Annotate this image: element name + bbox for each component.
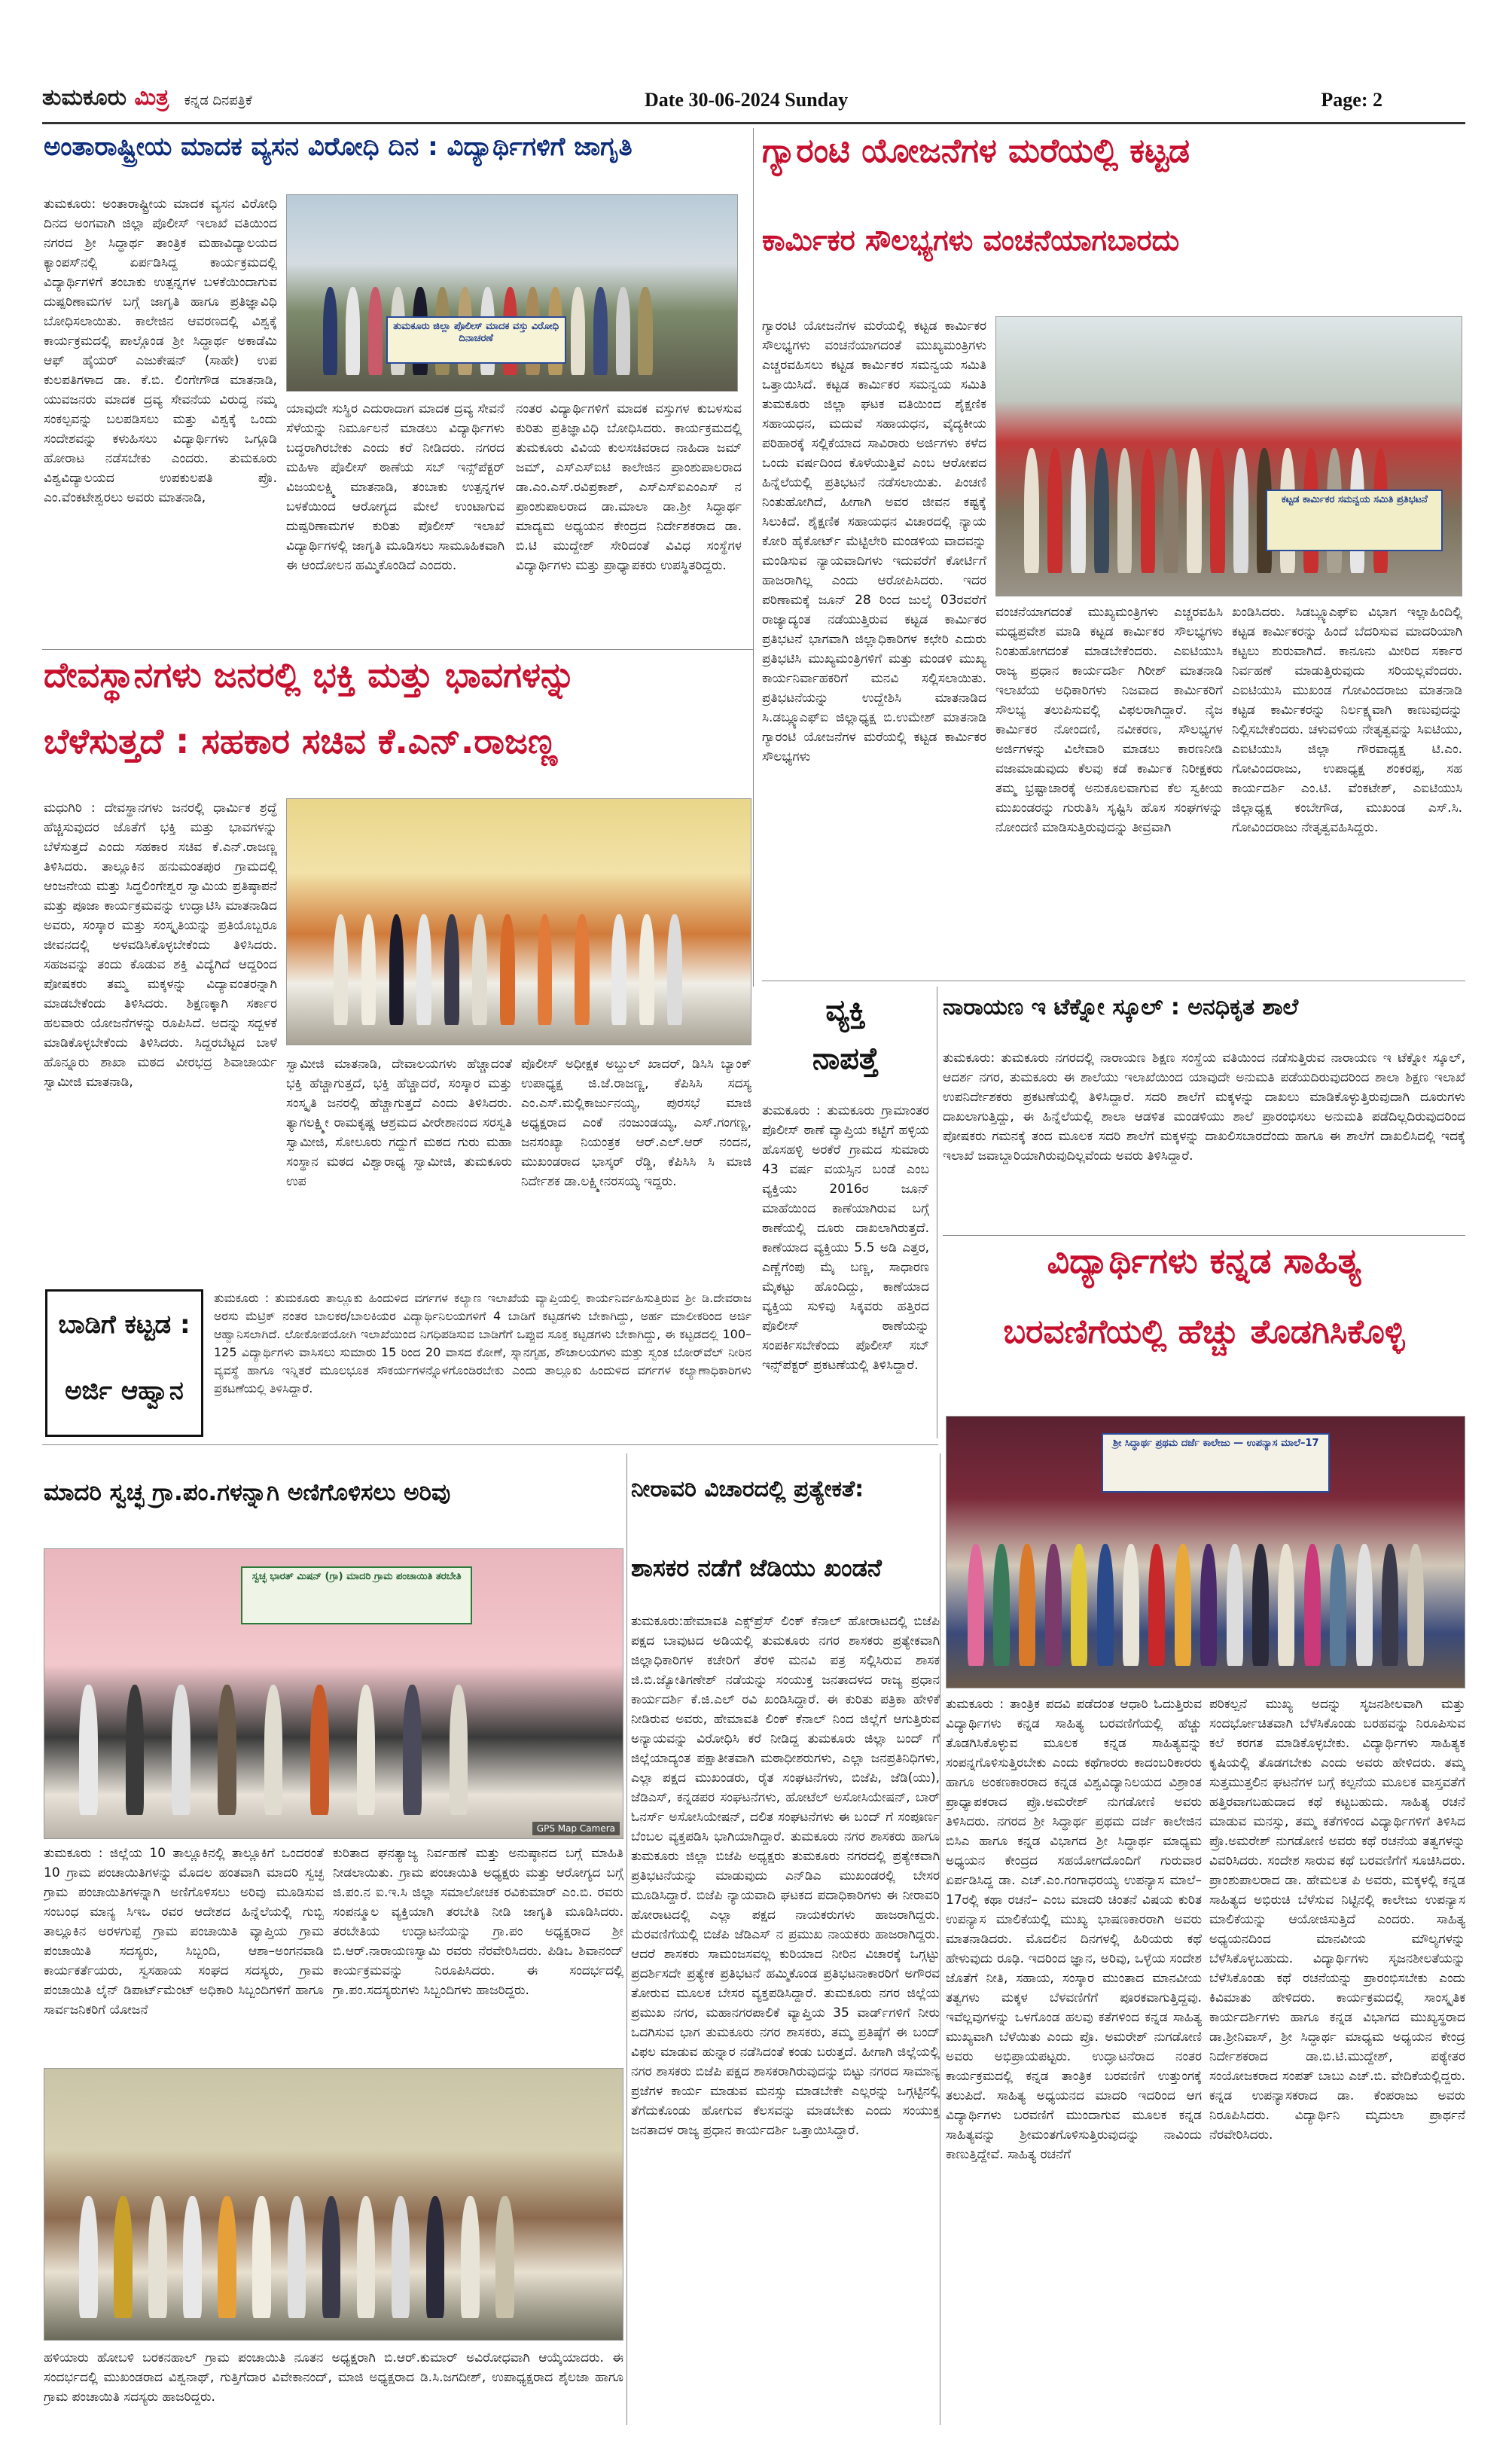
tagline: ಕನ್ನಡ ದಿನಪತ್ರಿಕೆ bbox=[184, 93, 252, 108]
divider bbox=[42, 1444, 938, 1445]
a8-caption: ಹಳಿಯಾರು ಹೋಬಳಿ ಬರಕನಹಾಲ್ ಗ್ರಾಮ ಪಂಚಾಯಿತಿ ನೂತನ ಅಧ್ಯಕ್ಷರಾಗಿ ಬಿ.ಆರ್.ಕುಮಾರ್ ಅವಿರೋಧವಾಗಿ ಆಯ್ಕೆಯಾದರು. ಈ ಸಂದರ್ಭದಲ್ಲಿ ಮುಖಂಡರಾದ ವಿಶ್ವನಾಥ್, ಗುತ್ತಿಗೆದಾರ ವಿವೇಕಾನಂದ್, ಮಾಜಿ ಅಧ್ಯಕ್ಷರಾದ ಡಿ.ಸಿ.ಜಗದೀಶ್, ಉಪಾಧ್ಯಕ್ಷರಾದ ಶೈಲಜಾ ಹಾಗೂ ಗ್ರಾಮ ಪಂಚಾಯಿತಿ ಸದಸ್ಯರು ಹಾಜರಿದ್ದರು. bbox=[44, 2350, 623, 2405]
a8-photo-2 bbox=[44, 2068, 623, 2341]
a4-headline-box bbox=[762, 987, 929, 1090]
a1-col2: ಯಾವುದೇ ಸುಸ್ಥಿರ ಎದುರಾದಾಗ ಮಾದಕ ದ್ರವ್ಯ ಸೇವನೆ ಸೆಳೆಯನ್ನು ನಿರ್ಮೂಲನೆ ಮಾಡಲು ವಿದ್ಯಾರ್ಥಿಗಳು ಬದ್ಧರಾಗಿರಬೇಕು ಎಂದು ಕರೆ ನೀಡಿದರು. ನಗರದ ಮಹಿಳಾ ಪೊಲೀಸ್ ಠಾಣೆಯ ಸಬ್ ಇನ್ಸ್‌ಪೆಕ್ಟರ್ ವಿಜಯಲಕ್ಷ್ಮಿ ಮಾತನಾಡಿ, ತಂಬಾಕು ಉತ್ಪನ್ನಗಳ ಬಳಕೆಯಿಂದ ಆರೋಗ್ಯದ ಮೇಲೆ ಉಂಟಾಗುವ ದುಷ್ಪರಿಣಾಮಗಳ ಕುರಿತು ಪೊಲೀಸ್ ಇಲಾಖೆ ವಿದ್ಯಾರ್ಥಿಗಳಲ್ಲಿ ಜಾಗೃತಿ ಮೂಡಿಸಲು ಸಾಮೂಹಿಕವಾಗಿ ಈ ಆಂದೋಲನ ಹಮ್ಮಿಕೊಂಡಿದೆ ಎಂದರು. bbox=[286, 401, 505, 573]
a3-col1: ಮಧುಗಿರಿ : ದೇವಸ್ಥಾನಗಳು ಜನರಲ್ಲಿ ಧಾರ್ಮಿಕ ಶ್ರದ್ಧೆ ಹೆಚ್ಚಿಸುವುದರ ಜೊತೆಗೆ ಭಕ್ತಿ ಮತ್ತು ಭಾವಗಳನ್ನು ಬೆಳೆಸುತ್ತದೆ ಎಂದು ಸಹಕಾರ ಸಚಿವ ಕೆ.ಎನ್.ರಾಜಣ್ಣ ತಿಳಿಸಿದರು. ತಾಲ್ಲೂಕಿನ ಹನುಮಂತಪುರ ಗ್ರಾಮದಲ್ಲಿ ಆಂಜನೇಯ ಮತ್ತು ಸಿದ್ಧಲಿಂಗೇಶ್ವರ ಸ್ವಾಮಿಯ ಪ್ರತಿಷ್ಠಾಪನೆ ಮತ್ತು ಪೂಜಾ ಕಾರ್ಯಕ್ರಮವನ್ನು ಉದ್ಘಾಟಿಸಿ ಮಾತನಾಡಿದ ಅವರು, ಸಂಸ್ಕಾರ ಮತ್ತು ಸಂಸ್ಕೃತಿಯನ್ನು ಪ್ರತಿಯೊಬ್ಬರೂ ಜೀವನದಲ್ಲಿ ಅಳವಡಿಸಿಕೊಳ್ಳಬೇಕೆಂದು ತಿಳಿಸಿದರು. ಸಹಜವನ್ನು ತಂದು ಕೊಡುವ ಶಕ್ತಿ ವಿದ್ಯೆಗಿದೆ ಆದ್ದರಿಂದ ಪೋಷಕರು ತಮ್ಮ ಮಕ್ಕಳನ್ನು ವಿದ್ಯಾವಂತರನ್ನಾಗಿ ಮಾಡಬೇಕೆಂದು ತಿಳಿಸಿದರು. ಶಿಕ್ಷಣಕ್ಕಾಗಿ ಸರ್ಕಾರ ಹಲವಾರು ಯೋಜನೆಗಳನ್ನು ರೂಪಿಸಿದೆ. ಅದನ್ನು ಸದ್ಬಳಕೆ ಮಾಡಿಕೊಳ್ಳಬೇಕೆಂದು ತಿಳಿಸಿದರು. ಸಿದ್ದರಬೆಟ್ಟದ ಬಾಳೆ ಹೊನ್ನೂರು ಶಾಖಾ ಮಠದ ವೀರಭದ್ರ ಶಿವಾಚಾರ್ಯ ಸ್ವಾಮೀಜಿ ಮಾತನಾಡಿ, bbox=[44, 801, 277, 1090]
a8-headline: ಮಾದರಿ ಸ್ವಚ್ಛ ಗ್ರಾ.ಪಂ.ಗಳನ್ನಾಗಿ ಅಣಿಗೊಳಿಸಲು ಅರಿವು bbox=[44, 1481, 451, 1506]
a7-headline-2: ಬರವಣಿಗೆಯಲ್ಲಿ ಹೆಚ್ಚು ತೊಡಗಿಸಿಕೊಳ್ಳಿ bbox=[1003, 1315, 1405, 1351]
a2-headline-1: ಗ್ಯಾರಂಟಿ ಯೋಜನೆಗಳ ಮರೆಯಲ್ಲಿ ಕಟ್ಟಡ bbox=[762, 134, 1190, 170]
a6-body: ತುಮಕೂರು: ತುಮಕೂರು ನಗರದಲ್ಲಿ ನಾರಾಯಣ ಶಿಕ್ಷಣ ಸಂಸ್ಥೆಯ ವತಿಯಿಂದ ನಡೆಸುತ್ತಿರುವ ನಾರಾಯಣ ಇ ಟೆಕ್ನೋ ಸ್ಕೂಲ್, ಆದರ್ಶ ನಗರ, ತುಮಕೂರು ಈ ಶಾಲೆಯು ಇಲಾಖೆಯಿಂದ ಯಾವುದೇ ಅನುಮತಿ ಪಡೆಯದಿರುವುದರಿಂದ ಶಾಲಾ ಶಿಕ್ಷಣ ಇಲಾಖೆ ಉಪನಿರ್ದೇಶಕರು ಪ್ರಕಟಣೆಯಲ್ಲಿ ತಿಳಿಸಿದ್ದಾರೆ. ಸದರಿ ಶಾಲೆಗೆ ಮಕ್ಕಳನ್ನು ದಾಖಲು ಮಾಡಿಕೊಳ್ಳುತ್ತಿರುವುದಾಗಿ ದೂರುಗಳು ದಾಖಲಾಗುತ್ತಿದ್ದು, ಈ ಹಿನ್ನೆಲೆಯಲ್ಲಿ ಶಾಲಾ ಆಡಳಿತ ಮಂಡಳಿಯು ಶಾಲೆ ಪ್ರಾರಂಭಿಸಲು ಅನುಮತಿ ಪಡೆದಿಲ್ಲದಿರುವುದರಿಂದ ಪೋಷಕರು ಗಮನಕ್ಕೆ ತಂದ ಮೂಲಕ ಸದರಿ ಶಾಲೆಗೆ ಮಕ್ಕಳನ್ನು ದಾಖಲಿಸಬಾರದೆಂದು ಹಾಗೂ ಈ ಶಾಲೆಗೆ ದಾಖಲಿಸಿದಲ್ಲಿ ಇದಕ್ಕೆ ಇಲಾಖೆ ಜವಾಬ್ದಾರಿಯಾಗಿರುವುದಿಲ್ಲವೆಂದು ಅವರು ತಿಳಿಸಿದ್ದಾರೆ. bbox=[943, 1051, 1465, 1164]
a3-photo bbox=[286, 798, 751, 1045]
issue-date: Date 30-06-2024 Sunday bbox=[645, 89, 849, 111]
a2-col1: ಗ್ಯಾರಂಟಿ ಯೋಜನೆಗಳ ಮರೆಯಲ್ಲಿ ಕಟ್ಟಡ ಕಾರ್ಮಿಕರ ಸೌಲಭ್ಯಗಳು ವಂಚನೆಯಾಗದಂತೆ ಮುಖ್ಯಮಂತ್ರಿಗಳು ಎಚ್ಚರವಹಿಸಲು ಕಟ್ಟಡ ಕಾರ್ಮಿಕರ ಸಮನ್ವಯ ಸಮಿತಿ ಒತ್ತಾಯಿಸಿದೆ. ಕಟ್ಟಡ ಕಾರ್ಮಿಕರ ಸಮನ್ವಯ ಸಮಿತಿ ತುಮಕೂರು ಜಿಲ್ಲಾ ಘಟಕ ವತಿಯಿಂದ ಶೈಕ್ಷಣಿಕ ಸಹಾಯಧನ, ಮದುವೆ ಸಹಾಯಧನ, ವೈದ್ಯಕೀಯ ಪರಿಹಾರಕ್ಕೆ ಸಲ್ಲಿಕೆಯಾದ ಸಾವಿರಾರು ಅರ್ಜಿಗಳು ಕಳೆದ ಒಂದು ವರ್ಷದಿಂದ ಕೊಳೆಯುತ್ತಿವೆ ಎಂಬ ಆರೋಪದ ಹಿನ್ನೆಲೆಯಲ್ಲಿ ಪ್ರತಿಭಟನೆ ನಡೆಸಲಾಯಿತು. ಪಿಂಚಣಿ ನಿಂತುಹೋಗಿದೆ, ಹೀಗಾಗಿ ಅವರ ಜೀವನ ಕಷ್ಟಕ್ಕೆ ಸಿಲುಕಿದೆ. ಶೈಕ್ಷಣಿಕ ಸಹಾಯಧನ ವಿಚಾರದಲ್ಲಿ ನ್ಯಾಯ ಕೋರಿ ಹೈಕೋರ್ಟ್ ಮೆಟ್ಟಿಲೇರಿ ಮಂಡಳಿಯ ವಾದವನ್ನು ಮಂಡಿಸುವ ನ್ಯಾಯವಾದಿಗಳು ಇದುವರೆಗೆ ಕೋರ್ಟಿಗೆ ಹಾಜರಾಗಿಲ್ಲ ಎಂದು ಆರೋಪಿಸಿದರು. ಇದರ ಪರಿಣಾಮಕ್ಕೆ ಜೂನ್ 28 ರಿಂದ ಜುಲೈ 03ರವರೆಗೆ ರಾಜ್ಯಾದ್ಯಂತ ನಡೆಯುತ್ತಿರುವ ಕಟ್ಟಡ ಕಾರ್ಮಿಕರ ಪ್ರತಿಭಟನೆ ಭಾಗವಾಗಿ ಜಿಲ್ಲಾಧಿಕಾರಿಗಳ ಕಛೇರಿ ಎದುರು ಪ್ರತಿಭಟಿಸಿ ಮುಖ್ಯಮಂತ್ರಿಗಳಿಗೆ ಮತ್ತು ಮಂಡಳಿ ಮುಖ್ಯ ಕಾರ್ಯನಿರ್ವಾಹಕರಿಗೆ ಮನವಿ ಸಲ್ಲಿಸಲಾಯಿತು. ಪ್ರತಿಭಟನೆಯನ್ನು ಉದ್ದೇಶಿಸಿ ಮಾತನಾಡಿದ ಸಿ.ಡಬ್ಲ್ಯೂಎಫ್‌ಐ ಜಿಲ್ಲಾಧ್ಯಕ್ಷ ಬಿ.ಉಮೇಶ್ ಮಾತನಾಡಿ ಗ್ಯಾರಂಟಿ ಯೋಜನೆಗಳ ಮರೆಯಲ್ಲಿ ಕಟ್ಟಡ ಕಾರ್ಮಿಕರ ಸೌಲಭ್ಯಗಳು bbox=[762, 319, 986, 764]
newspaper-name bbox=[42, 84, 252, 111]
a2-photo-banner: ಕಟ್ಟಡ ಕಾರ್ಮಿಕರ ಸಮನ್ವಯ ಸಮಿತಿ ಪ್ರತಿಭಟನೆ bbox=[1266, 490, 1443, 551]
name-part-b: ಮಿತ್ರ bbox=[134, 84, 169, 111]
a5-body: ತುಮಕೂರು : ತುಮಕೂರು ತಾಲ್ಲೂಕು ಹಿಂದುಳಿದ ವರ್ಗಗಳ ಕಲ್ಯಾಣ ಇಲಾಖೆಯ ವ್ಯಾಪ್ತಿಯಲ್ಲಿ ಕಾರ್ಯನಿರ್ವಹಿಸುತ್ತಿರುವ ಶ್ರೀ ಡಿ.ದೇವರಾಜ ಅರಸು ಮೆಟ್ರಿಕ್ ನಂತರ ಬಾಲಕರ/ಬಾಲಕಿಯರ ವಿದ್ಯಾರ್ಥಿನಿಲಯಗಳಿಗೆ 4 ಬಾಡಿಗೆ ಕಟ್ಟಡಗಳು ಬೇಕಾಗಿದ್ದು, ಅರ್ಹ ಮಾಲೀಕರಿಂದ ಅರ್ಜಿ ಆಹ್ವಾನಿಸಲಾಗಿದೆ. ಲೋಕೋಪಯೋಗಿ ಇಲಾಖೆಯಿಂದ ನಿಗಧಿಪಡಿಸುವ ಬಾಡಿಗೆಗೆ ಒಪ್ಪುವ ಸೂಕ್ತ ಕಟ್ಟಡಗಳು ಬೇಕಾಗಿದ್ದು, ಈ ಕಟ್ಟಡದಲ್ಲಿ 100–125 ವಿದ್ಯಾರ್ಥಿಗಳು ವಾಸಿಸಲು ಸುಮಾರು 15 ರಿಂದ 20 ವಾಸದ ಕೋಣೆ, ಸ್ನಾನಗೃಹ, ಶೌಚಾಲಯಗಳು ಮತ್ತು ಸ್ವಂತ ಬೋರ್‌ವೆಲ್ ನೀರಿನ ವ್ಯವಸ್ಥೆ ಹಾಗೂ ಇನ್ನಿತರೆ ಮೂಲಭೂತ ಸೌಕರ್ಯಗಳನ್ನೊಳಗೊಂಡಿರಬೇಕು ಎಂದು ತಾಲ್ಲೂಕು ಹಿಂದುಳಿದ ವರ್ಗಗಳ ಕಲ್ಯಾಣಾಧಿಕಾರಿಗಳು ಪ್ರಕಟಣೆಯಲ್ಲಿ ತಿಳಿಸಿದ್ದಾರೆ. bbox=[214, 1291, 751, 1395]
a5-headline-1: ಬಾಡಿಗೆ ಕಟ್ಟಡ : bbox=[58, 1310, 191, 1340]
a2-col3: ಖಂಡಿಸಿದರು. ಸಿಡಬ್ಲ್ಯೂಎಫ್‌ಐ ವಿಭಾಗ ಇಲ್ಲಾಹಿಂದಿಲ್ಲಿ ಕಟ್ಟಡ ಕಾರ್ಮಿಕರನ್ನು ಹಿಂದೆ ಬೆದರಿಸುವ ಮಾದರಿಯಾಗಿ ಕಟ್ಟಲು ಶುರುವಾಗಿದೆ. ಕಾನೂನು ಮೀರಿದ ಸರ್ಕಾರ ನಿರ್ವಹಣೆ ಮಾಡುತ್ತಿರುವುದು ಸರಿಯಲ್ಲವೆಂದರು. ಎಐಟಿಯುಸಿ ಮುಖಂಡ ಗೋವಿಂದರಾಜು ಮಾತನಾಡಿ ಕಟ್ಟಡ ಕಾರ್ಮಿಕರನ್ನು ನಿರ್ಲಕ್ಷ್ಯವಾಗಿ ಕಾಣುವುದನ್ನು ನಿಲ್ಲಿಸಬೇಕೆಂದರು. ಚಳುವಳಿಯ ನೇತೃತ್ವವನ್ನು ಸಿಐಟಿಯು, ಎಐಟಿಯುಸಿ ಜಿಲ್ಲಾ ಗೌರವಾಧ್ಯಕ್ಷ ಟಿ.ಎಂ. ಗೋವಿಂದರಾಜು, ಉಪಾಧ್ಯಕ್ಷ ಶಂಕರಪ್ಪ, ಸಹ ಕಾರ್ಯದರ್ಶಿ ಎಂ.ಟಿ. ವೆಂಕಟೇಶ್, ಎಐಟಿಯುಸಿ ಜಿಲ್ಲಾಧ್ಯಕ್ಷ ಕಂಬೇಗೌಡ, ಮುಖಂಡ ಎಸ್.ಸಿ. ಗೋವಿಂದರಾಜು ನೇತೃತ್ವವಹಿಸಿದ್ದರು. bbox=[1232, 605, 1462, 835]
a8-photo bbox=[44, 1548, 623, 1839]
a9-headline-1: ನೀರಾವರಿ ವಿಚಾರದಲ್ಲಿ ಪ್ರತ್ಯೇಕತೆ: bbox=[631, 1478, 864, 1502]
a8-col1: ತುಮಕೂರು : ಜಿಲ್ಲೆಯ 10 ತಾಲ್ಲೂಕಿನಲ್ಲಿ ತಾಲ್ಲೂಕಿಗೆ ಒಂದರಂತೆ 10 ಗ್ರಾಮ ಪಂಚಾಯಿತಿಗಳನ್ನು ಮೊದಲ ಹಂತವಾಗಿ ಮಾದರಿ ಸ್ವಚ್ಛ ಗ್ರಾಮ ಪಂಚಾಯಿತಿಗಳನ್ನಾಗಿ ಅಣಿಗೊಳಿಸಲು ಅರಿವು ಮೂಡಿಸುವ ಸಂಬಂಧ ಮಾನ್ಯ ಸಿಇಒ ರವರ ಆದೇಶದ ಹಿನ್ನೆಲೆಯಲ್ಲಿ ಗುಬ್ಬಿ ತಾಲ್ಲೂಕಿನ ಅರಳಗುಪ್ಪೆ ಗ್ರಾಮ ಪಂಚಾಯಿತಿ ವ್ಯಾಪ್ತಿಯ ಗ್ರಾಮ ಪಂಚಾಯಿತಿ ಸದಸ್ಯರು, ಸಿಬ್ಬಂದಿ, ಆಶಾ–ಅಂಗನವಾಡಿ ಕಾರ್ಯಕರ್ತೆಯರು, ಸ್ವಸಹಾಯ ಸಂಘದ ಸದಸ್ಯರು, ಗ್ರಾಮ ಪಂಚಾಯಿತಿ ಲೈನ್ ಡಿಪಾರ್ಟ್‌ಮೆಂಟ್ ಅಧಿಕಾರಿ ಸಿಬ್ಬಂದಿಗಳಿಗೆ ಹಾಗೂ ಸಾರ್ವಜನಿಕರಿಗೆ ಯೋಜನೆ bbox=[44, 1846, 324, 2018]
divider bbox=[626, 1453, 627, 2425]
a4-headline-1: ವ್ಯಕ್ತಿ bbox=[825, 993, 866, 1028]
a1-col3: ನಂತರ ವಿದ್ಯಾರ್ಥಿಗಳಿಗೆ ಮಾದಕ ವಸ್ತುಗಳ ಕುಬಳಸುವ ಕುರಿತು ಪ್ರತಿಜ್ಞಾವಿಧಿ ಬೋಧಿಸಿದರು. ಕಾರ್ಯಕ್ರಮದಲ್ಲಿ ತುಮಕೂರು ವಿವಿಯ ಕುಲಸಚಿವರಾದ ನಾಹಿದಾ ಜಮ್ ಜಮ್, ಎಸ್‌ಎಸ್‌ಐಟಿ ಕಾಲೇಜಿನ ಪ್ರಾಂಶುಪಾಲರಾದ ಡಾ.ಎಂ.ಎಸ್.ರವಿಪ್ರಕಾಶ್, ಎಸ್‌ಎಸ್‌ಐಎಂಎಸ್ ನ ಪ್ರಾಂಶುಪಾಲರಾದ ಡಾ.ಮಾಲಾ ಡಾ.ಶ್ರೀ ಸಿದ್ಧಾರ್ಥ ಮಾದ್ಯಮ ಅಧ್ಯಯನ ಕೇಂದ್ರದ ನಿರ್ದೇಶಕರಾದ ಡಾ. ಬಿ.ಟಿ ಮುದ್ದೇಶ್ ಸೇರಿದಂತೆ ವಿವಿಧ ಸಂಸ್ಥೆಗಳ ವಿದ್ಯಾರ್ಥಿಗಳು ಮತ್ತು ಪ್ರಾಧ್ಯಾಪಕರು ಉಪಸ್ಥಿತರಿದ್ದರು. bbox=[516, 401, 742, 573]
divider bbox=[753, 128, 754, 987]
a7-col2: ಪರಿಕಲ್ಪನೆ ಮುಖ್ಯ ಅದನ್ನು ಸೃಜನಶೀಲವಾಗಿ ಮತ್ತು ಸಂದರ್ಭೋಚಿತವಾಗಿ ಬೆಳೆಸಿಕೊಂಡು ಬರಹವನ್ನು ನಿರೂಪಿಸುವ ಕಲೆ ಕರಗತ ಮಾಡಿಕೊಳ್ಳಬೇಕು. ವಿದ್ಯಾರ್ಥಿಗಳು ಸಾಹಿತ್ಯಕ ಕೃಷಿಯಲ್ಲಿ ತೊಡಗಬೇಕು ಎಂದು ಅವರು ಹೇಳಿದರು. ತಮ್ಮ ಸುತ್ತಮುತ್ತಲಿನ ಘಟನೆಗಳ ಬಗ್ಗೆ ಕಲ್ಪನೆಯ ಮೂಲಕ ವಾಸ್ತವತೆಗೆ ಹತ್ತಿರವಾಗಬಹುದಾದ ಕಥೆ ಕಟ್ಟಬಹುದು. ಸಾಹಿತ್ಯ ರಚನೆ ಮಾಡುವ ಮನಸ್ಸು, ತಮ್ಮ ಕತೆಗಳಿಂದ ವಿದ್ಯಾರ್ಥಿಗಳಿಗೆ ತಿಳಿಸಿದ ಪ್ರೊ.ಅಮರೇಶ್ ನುಗಡೋಣಿ ಅವರು ಕಥೆ ರಚನೆಯ ತತ್ವಗಳನ್ನು ವಿವರಿಸಿದರು. ಸಂದೇಶ ಸಾರುವ ಕಥೆ ಬರವಣಿಗೆಗೆ ಸೂಚಿಸಿದರು. ಪ್ರಾಂಶುಪಾಲರಾದ ಡಾ. ಹೇಮಲತ ಪಿ ಅವರು, ಮಕ್ಕಳಲ್ಲಿ ಕನ್ನಡ ಸಾಹಿತ್ಯದ ಅಭಿರುಚಿ ಬೆಳೆಸುವ ನಿಟ್ಟಿನಲ್ಲಿ ಕಾಲೇಜು ಉಪನ್ಯಾಸ ಮಾಲಿಕೆಯನ್ನು ಆಯೋಜಿಸುತ್ತಿದೆ ಎಂದರು. ಸಾಹಿತ್ಯ ಅಧ್ಯಯನದಿಂದ ಮಾನವೀಯ ಮೌಲ್ಯಗಳನ್ನು ಬೆಳೆಸಿಕೊಳ್ಳಬಹುದು. ವಿದ್ಯಾರ್ಥಿಗಳು ಸೃಜನಶೀಲತೆಯನ್ನು ಬೆಳೆಸಿಕೊಂಡು ಕಥೆ ರಚನೆಯನ್ನು ಪ್ರಾರಂಭಿಸಬೇಕು ಎಂದು ಕಿವಿಮಾತು ಹೇಳಿದರು. ಕಾರ್ಯಕ್ರಮದಲ್ಲಿ ಸಾಂಸ್ಕೃತಿಕ ಕಾರ್ಯದರ್ಶಿಗಳು ಹಾಗೂ ಕನ್ನಡ ವಿಭಾಗದ ಮುಖ್ಯಸ್ಥರಾದ ಡಾ.ಶ್ರೀನಿವಾಸ್, ಶ್ರೀ ಸಿದ್ಧಾರ್ಥ ಮಾಧ್ಯಮ ಅಧ್ಯಯನ ಕೇಂದ್ರ ನಿರ್ದೇಶಕರಾದ ಡಾ.ಬಿ.ಟಿ.ಮುದ್ದೇಶ್, ಪಠ್ಯೇತರ ಸಂಯೋಜಕರಾದ ಸಂಪತ್ ಬಾಬು ಎಚ್.ಬಿ. ವೇದಿಕೆಯಲ್ಲಿದ್ದರು. ಕನ್ನಡ ಉಪನ್ಯಾಸಕರಾದ ಡಾ. ಕೆಂಪರಾಜು ಅವರು ನಿರೂಪಿಸಿದರು. ವಿದ್ಯಾರ್ಥಿನಿ ಮೃದುಲಾ ಪ್ರಾರ್ಥನೆ ನೆರವೇರಿಸಿದರು. bbox=[1209, 1697, 1465, 2143]
a1-photo bbox=[286, 194, 738, 392]
a3-col3: ಪೊಲೀಸ್ ಅಧೀಕ್ಷಕ ಅಬ್ದುಲ್ ಖಾದರ್, ಡಿಸಿಸಿ ಬ್ಯಾಂಕ್ ಉಪಾಧ್ಯಕ್ಷ ಜಿ.ಜೆ.ರಾಜಣ್ಣ, ಕೆಪಿಸಿಸಿ ಸದಸ್ಯ ಎಂ.ಎಸ್.ಮಲ್ಲಿಕಾರ್ಜುನಯ್ಯ, ಪುರಸಭೆ ಮಾಜಿ ಅಧ್ಯಕ್ಷರಾದ ಎಂಕೆ ನಂಜುಂಡಯ್ಯ, ಎಸ್.ಗಂಗಣ್ಣ, ಜನಸಂಖ್ಯಾ ನಿಯಂತ್ರಕ ಆರ್.ಎಲ್.ಆರ್ ನಂದನ, ಮುಖಂಡರಾದ ಭಾಸ್ಕರ್ ರೆಡ್ಡಿ, ಕೆಪಿಸಿಸಿ ಸಿ ಮಾಜಿ ನಿರ್ದೇಶಕ ಡಾ.ಲಕ್ಷ್ಮೀನರಸಯ್ಯ ಇದ್ದರು. bbox=[521, 1057, 751, 1189]
a6-headline: ನಾರಾಯಣ ಇ ಟೆಕ್ನೋ ಸ್ಕೂಲ್ : ಅನಧಿಕೃತ ಶಾಲೆ bbox=[943, 996, 1299, 1020]
masthead bbox=[42, 84, 1465, 120]
a9-body: ತುಮಕೂರು:ಹೇಮಾವತಿ ಎಕ್ಸ್‌ಪ್ರೆಸ್ ಲಿಂಕ್ ಕೆನಾಲ್ ಹೋರಾಟದಲ್ಲಿ ಬಿಜೆಪಿ ಪಕ್ಷದ ಬಾವುಟದ ಅಡಿಯಲ್ಲಿ ತುಮಕೂರು ನಗರ ಶಾಸಕರು ಪ್ರತ್ಯೇಕವಾಗಿ ಜಿಲ್ಲಾಧಿಕಾರಿಗಳ ಕಚೇರಿಗೆ ತೆರಳಿ ಮನವಿ ಪತ್ರ ಸಲ್ಲಿಸಿರುವ ಶಾಸಕ ಜಿ.ಬಿ.ಜ್ಯೋತಿಗಣೇಶ್ ನಡೆಯನ್ನು ಸಂಯುಕ್ತ ಜನತಾದಳದ ರಾಜ್ಯ ಪ್ರಧಾನ ಕಾರ್ಯದರ್ಶಿ ಕೆ.ಜಿ.ಎಲ್ ರವಿ ಖಂಡಿಸಿದ್ದಾರೆ. ಈ ಕುರಿತು ಪತ್ರಿಕಾ ಹೇಳಿಕೆ ನೀಡಿರುವ ಅವರು, ಹೇಮಾವತಿ ಲಿಂಕ್ ಕೆನಾಲ್ ನಿಂದ ಜಿಲ್ಲೆಗೆ ಆಗುತ್ತಿರುವ ಅನ್ಯಾಯವನ್ನು ವಿರೋಧಿಸಿ ಕರೆ ನೀಡಿದ್ದ ತುಮಕೂರು ಜಿಲ್ಲಾ ಬಂದ್ ಗೆ ಜಿಲ್ಲೆಯಾದ್ಯಂತ ಪಕ್ಷಾತೀತವಾಗಿ ಮಠಾಧೀಶರುಗಳು, ಎಲ್ಲಾ ಜನಪ್ರತಿನಿಧಿಗಳು, ಎಲ್ಲಾ ಪಕ್ಷದ ಮುಖಂಡರು, ರೈತ ಸಂಘಟನೆಗಳು, ಬಿಜೆಪಿ, ಜೆಡಿ(ಯು), ಜೆಡಿಎಸ್, ಕನ್ನಡಪರ ಸಂಘಟನೆಗಳು, ಹೋಟೆಲ್ ಅಸೋಸಿಯೇಷನ್, ಬಾರ್ ಓನರ್ಸ್ ಅಸೋಸಿಯೇಷನ್, ದಲಿತ ಸಂಘಟನೆಗಳು ಈ ಬಂದ್ ಗೆ ಸಂಪೂರ್ಣ ಬೆಂಬಲ ವ್ಯಕ್ತಪಡಿಸಿ ಭಾಗಿಯಾಗಿದ್ದಾರೆ. ತುಮಕೂರು ನಗರ ಶಾಸಕರು ಹಾಗೂ ತುಮಕೂರು ಜಿಲ್ಲಾ ಬಿಜೆಪಿ ಅಧ್ಯಕ್ಷರು ತುಮಕೂರು ನಗರದಲ್ಲಿ ಪ್ರತ್ಯೇಕವಾಗಿ ಪ್ರತಿಭಟನೆಯನ್ನು ಮಾಡುವುದು ಎನ್‌ಡಿಎ ಮುಖಂಡರಲ್ಲಿ ಬೇಸರ ಮೂಡಿಸಿದ್ದಾರೆ. ಬಿಜೆಪಿ ನ್ಯಾಯವಾದಿ ಘಟಕದ ಪದಾಧಿಕಾರಿಗಳು ಈ ನೀರಾವರಿ ಹೋರಾಟದಲ್ಲಿ ಎಲ್ಲಾ ಪಕ್ಷದ ನಾಯಕರುಗಳು ಹಾಜರಾಗಿದ್ದರು. ಮೆರವಣಿಗೆಯಲ್ಲಿ ಬಿಜೆಪಿ ಜೆಡಿಎಸ್ ನ ಪ್ರಮುಖ ನಾಯಕರು ಹಾಜರಾಗಿದ್ದರು. ಆದರೆ ಶಾಸಕರು ಸಾಮಂಜಸವಲ್ಲ ಕುರಿಯಾದ ನೀರಿನ ವಿಚಾರಕ್ಕೆ ಒಗ್ಗಟ್ಟು ಪ್ರದರ್ಶಿಸದೇ ಪ್ರತ್ಯೇಕ ಪ್ರತಿಭಟನೆ ಹಮ್ಮಿಕೊಂಡ ಪ್ರತಿಭಟನಾಕಾರರಿಗೆ ಅಗೌರವ ತೋರುವ ಮೂಲಕ ಬೇಸರ ವ್ಯಕ್ತಪಡಿಸಿದ್ದಾರೆ. ತುಮಕೂರು ನಗರ ಜಿಲ್ಲೆಯ ಪ್ರಮುಖ ನಗರ, ಮಹಾನಗರಪಾಲಿಕೆ ವ್ಯಾಪ್ತಿಯ 35 ವಾರ್ಡ್‌ಗಳಿಗೆ ನೀರು ಒದಗಿಸುವ ಭಾಗ ತುಮಕೂರು ನಗರ ಶಾಸಕರು, ತಮ್ಮ ಪ್ರತಿಷ್ಠೆಗೆ ಈ ಬಂದ್ ವಿಫಲ ಮಾಡುವ ಹುನ್ನಾರ ನಡೆಸಿದಂತೆ ಕಂಡು ಬರುತ್ತದೆ. ಹೀಗಾಗಿ ಜಿಲ್ಲೆಯಲ್ಲಿ ನಗರ ಶಾಸಕರು ಬಿಜೆಪಿ ಪಕ್ಷದ ಶಾಸಕರಾಗಿರುವುದನ್ನು ಬಿಟ್ಟು ನಗರದ ಸಾಮಾನ್ಯ ಪ್ರಜೆಗಳ ಕಾರ್ಯ ಮಾಡುವ ಮನಸ್ಸು ಮಾಡಬೇಕೇ ಎಲ್ಲರನ್ನು ಒಗ್ಗಟ್ಟಿನಲ್ಲಿ ತೆಗೆದುಕೊಂಡು ಹೋಗುವ ಕೆಲಸವನ್ನು ಮಾಡಬೇಕು ಎಂದು ಸಂಯುಕ್ತ ಜನತಾದಳ ರಾಜ್ಯ ಪ್ರಧಾನ ಕಾರ್ಯದರ್ಶಿ ಒತ್ತಾಯಿಸಿದ್ದಾರೆ. bbox=[631, 1614, 940, 2138]
a2-photo bbox=[995, 316, 1462, 596]
a3-col2: ಸ್ವಾಮೀಜಿ ಮಾತನಾಡಿ, ದೇವಾಲಯಗಳು ಹೆಚ್ಚಾದಂತೆ ಭಕ್ತಿ ಹೆಚ್ಚಾಗುತ್ತದೆ, ಭಕ್ತಿ ಹೆಚ್ಚಾದರೆ, ಸಂಸ್ಕಾರ ಮತ್ತು ಸಂಸ್ಕೃತಿ ಜನರಲ್ಲಿ ಹೆಚ್ಚಾಗುತ್ತದೆ ಎಂದು ತಿಳಿಸಿದರು. ತ್ಯಾಗಲಕ್ಷ್ಮೀ ರಾಮಕೃಷ್ಣ ಆಶ್ರಮದ ವೀರೇಶಾನಂದ ಸರಸ್ವತಿ ಸ್ವಾಮೀಜಿ, ಸೋಲೂರು ಗದ್ದುಗೆ ಮಠದ ಗುರು ಮಹಾ ಸಂಸ್ಥಾನ ಮಠದ ವಿಶ್ವಾರಾಧ್ಯ ಸ್ವಾಮೀಜಿ, ತುಮಕೂರು ಉಪ bbox=[286, 1057, 512, 1189]
a8-col2: ಕುರಿತಾದ ಘನತ್ಯಾಜ್ಯ ನಿರ್ವಹಣೆ ಮತ್ತು ಅನುಷ್ಠಾನದ ಬಗ್ಗೆ ಮಾಹಿತಿ ನೀಡಲಾಯಿತು. ಗ್ರಾಮ ಪಂಚಾಯಿತಿ ಅಧ್ಯಕ್ಷರು ಮತ್ತು ಆರೋಗ್ಯದ ಬಗ್ಗೆ ಜಿ.ಪಂ.ನ ಐ.ಇ.ಸಿ ಜಿಲ್ಲಾ ಸಮಾಲೋಚಕ ರವಿಕುಮಾರ್ ಎಂ.ಬಿ. ರವರು ಸಂಪನ್ಮೂಲ ವ್ಯಕ್ತಿಯಾಗಿ ತರಬೇತಿ ನೀಡಿ ಜಾಗೃತಿ ಮೂಡಿಸಿದರು. ತರಬೇತಿಯ ಉದ್ಘಾಟನೆಯನ್ನು ಗ್ರಾ.ಪಂ ಅಧ್ಯಕ್ಷರಾದ ಶ್ರೀ ಬಿ.ಆರ್.ನಾರಾಯಣಸ್ವಾಮಿ ರವರು ನೆರವೇರಿಸಿದರು. ಪಿಡಿಒ ಶಿವಾನಂದ್ ಕಾರ್ಯಕ್ರಮವನ್ನು ನಿರೂಪಿಸಿದರು. ಈ ಸಂದರ್ಭದಲ್ಲಿ ಗ್ರಾ.ಪಂ.ಸದಸ್ಯರುಗಳು ಸಿಬ್ಬಂದಿಗಳು ಹಾಜರಿದ್ದರು. bbox=[333, 1846, 623, 1998]
a2-col2: ವಂಚನೆಯಾಗದಂತೆ ಮುಖ್ಯಮಂತ್ರಿಗಳು ಎಚ್ಚರವಹಿಸಿ ಮಧ್ಯಪ್ರವೇಶ ಮಾಡಿ ಕಟ್ಟಡ ಕಾರ್ಮಿಕರ ಸೌಲಭ್ಯಗಳು ನಿಂತುಹೋಗದಂತೆ ಮಾಡಬೇಕೆಂದರು. ಎಐಟಿಯುಸಿ ರಾಜ್ಯ ಪ್ರಧಾನ ಕಾರ್ಯದರ್ಶಿ ಗಿರೀಶ್ ಮಾತನಾಡಿ ಇಲಾಖೆಯ ಅಧಿಕಾರಿಗಳು ನಿಜವಾದ ಕಾರ್ಮಿಕರಿಗೆ ಸೌಲಭ್ಯ ತಲುಪಿಸುವಲ್ಲಿ ವಿಫಲರಾಗಿದ್ದಾರೆ. ನೈಜ ಕಾರ್ಮಿಕರ ನೋಂದಣಿ, ನವೀಕರಣ, ಸೌಲಭ್ಯಗಳ ಅರ್ಜಿಗಳನ್ನು ವಿಲೇವಾರಿ ಮಾಡಲು ಕಾರಣನೀಡಿ ವಜಾಮಾಡುವುದು ಕೆಲವು ಕಡೆ ಕಾರ್ಮಿಕ ನಿರೀಕ್ಷಕರು ತಮ್ಮ ಭ್ರಷ್ಟಾಚಾರಕ್ಕೆ ಅನುಕೂಲವಾಗುವ ಕೆಲ ಸ್ವಕೀಯ ಮುಖಂಡರನ್ನು ಗುರುತಿಸಿ ಸೃಷ್ಟಿಸಿ ಹೊಸ ಸಂಘಗಳನ್ನು ನೋಂದಣಿ ಮಾಡಿಸುತ್ತಿರುವುದನ್ನು ತೀವ್ರವಾಗಿ bbox=[995, 605, 1223, 835]
a5-headline-2: ಅರ್ಜಿ ಆಹ್ವಾನ bbox=[65, 1376, 184, 1406]
a7-col1: ತುಮಕೂರು : ತಾಂತ್ರಿಕ ಪದವಿ ಪಡೆದಂತ ಆಧಾರಿ ಓದುತ್ತಿರುವ ವಿದ್ಯಾರ್ಥಿಗಳು ಕನ್ನಡ ಸಾಹಿತ್ಯ ಬರವಣಿಗೆಯಲ್ಲಿ ಹೆಚ್ಚು ತೊಡಗಿಸಿಕೊಳ್ಳುವ ಮೂಲಕ ಕನ್ನಡ ಸಾಹಿತ್ಯವನ್ನು ಸಂಪನ್ನಗೊಳಿಸುತ್ತಿರಬೇಕು ಎಂದು ಕಥೆಗಾರರು ಕಾದಂಬರಿಕಾರರು ಹಾಗೂ ಅಂಕಣಕಾರರಾದ ಕನ್ನಡ ವಿಶ್ವವಿದ್ಯಾನಿಲಯದ ವಿಶ್ರಾಂತ ಪ್ರಾಧ್ಯಾಪಕರಾದ ಪ್ರೊ.ಅಮರೇಶ್ ನುಗಡೋಣಿ ಅವರು ತಿಳಿಸಿದರು. ನಗರದ ಶ್ರೀ ಸಿದ್ಧಾರ್ಥ ಪ್ರಥಮ ದರ್ಜೆ ಕಾಲೇಜಿನ ಬಿಸಿಎ ಹಾಗೂ ಕನ್ನಡ ವಿಭಾಗದ ಶ್ರೀ ಸಿದ್ಧಾರ್ಥ ಮಾಧ್ಯಮ ಅಧ್ಯಯನ ಕೇಂದ್ರದ ಸಹಯೋಗದೊಂದಿಗೆ ಗುರುವಾರ ಏರ್ಪಡಿಸಿದ್ದ ಡಾ. ಎಚ್.ಎಂ.ಗಂಗಾಧರಯ್ಯ ಉಪನ್ಯಾಸ ಮಾಲೆ–17ರಲ್ಲಿ ಕಥಾ ರಚನೆ– ಎಂಬ ಮಾದರಿ ಚಿಂತನೆ ವಿಷಯ ಕುರಿತ ಉಪನ್ಯಾಸ ಮಾಲಿಕೆಯಲ್ಲಿ ಮುಖ್ಯ ಭಾಷಣಕಾರರಾಗಿ ಅವರು ಮಾತನಾಡಿದರು. ಮೊದಲಿನ ದಿನಗಳಲ್ಲಿ ಹಿರಿಯರು ಕಥೆ ಹೇಳುವುದು ರೂಢಿ. ಇದರಿಂದ ಜ್ಞಾನ, ಅರಿವು, ಒಳ್ಳೆಯ ಸಂದೇಶ ಜೊತೆಗೆ ನೀತಿ, ಸಹಾಯ, ಸಂಸ್ಕಾರ ಮುಂತಾದ ಮಾನವೀಯ ತತ್ವಗಳು ಮಕ್ಕಳ ಬೆಳವಣಿಗೆಗೆ ಪೂರಕವಾಗುತ್ತಿದ್ದವು. ಇವೆಲ್ಲವುಗಳನ್ನು ಒಳಗೊಂಡ ಹಲವು ಕತೆಗಳಿಂದ ಕನ್ನಡ ಸಾಹಿತ್ಯ ಮುಖ್ಯವಾಗಿ ಬೆಳೆಯಿತು ಎಂದು ಪ್ರೊ. ಅಮರೇಶ್ ನುಗಡೋಣಿ ಅವರು ಅಭಿಪ್ರಾಯಪಟ್ಟರು. ಉದ್ಘಾಟನೆರಾದ ನಂತರ ಕಾರ್ಯಕ್ರಮದಲ್ಲಿ ಕನ್ನಡ ತಾಂತ್ರಿಕ ಬರವಣಿಗೆ ಉತ್ತುಂಗಕ್ಕೆ ತಲುಪಿದೆ. ಸಾಹಿತ್ಯ ಅಧ್ಯಯನದ ಮಾದರಿ ಇದರಿಂದ ಆಗ ವಿದ್ಯಾರ್ಥಿಗಳು ಬರವಣಿಗೆ ಮುಂದಾಗುವ ಮೂಲಕ ಕನ್ನಡ ಸಾಹಿತ್ಯವನ್ನು ಶ್ರೀಮಂತಗೊಳಿಸುತ್ತಿರುವುದನ್ನು ನಾವಿಂದು ಕಾಣುತ್ತಿದ್ದೇವೆ. ಸಾಹಿತ್ಯ ರಚನೆಗೆ bbox=[946, 1697, 1202, 2162]
a1-col1: ತುಮಕೂರು: ಅಂತಾರಾಷ್ಟ್ರೀಯ ಮಾದಕ ವ್ಯಸನ ವಿರೋಧಿ ದಿನದ ಅಂಗವಾಗಿ ಜಿಲ್ಲಾ ಪೊಲೀಸ್ ಇಲಾಖೆ ವತಿಯಿಂದ ನಗರದ ಶ್ರೀ ಸಿದ್ಧಾರ್ಥ ತಾಂತ್ರಿಕ ಮಹಾವಿದ್ಯಾಲಯದ ಕ್ಯಾಂಪಸ್‌ನಲ್ಲಿ ಏರ್ಪಡಿಸಿದ್ದ ಕಾರ್ಯಕ್ರಮದಲ್ಲಿ ವಿದ್ಯಾರ್ಥಿಗಳಿಗೆ ತಂಬಾಕು ಉತ್ಪನ್ನಗಳ ಬಳಕೆಯಿಂದಾಗುವ ದುಷ್ಪರಿಣಾಮಗಳ ಬಗ್ಗೆ ಜಾಗೃತಿ ಹಾಗೂ ಪ್ರತಿಜ್ಞಾವಿಧಿ ಬೋಧಿಸಲಾಯಿತು. ಕಾಲೇಜಿನ ಆವರಣದಲ್ಲಿ ವಿಶ್ವಕ್ಕೆ ಕಾರ್ಯಕ್ರಮದಲ್ಲಿ ಪಾಲ್ಗೊಂಡ ಶ್ರೀ ಸಿದ್ಧಾರ್ಥ ಅಕಾಡೆಮಿ ಆಫ್ ಹೈಯರ್ ಎಜುಕೇಷನ್ (ಸಾಹೇ) ಉಪ ಕುಲಪತಿಗಳಾದ ಡಾ. ಕೆ.ಬಿ. ಲಿಂಗೇಗೌಡ ಮಾತನಾಡಿ, ಯುವಜನರು ಮಾದಕ ದ್ರವ್ಯ ಸೇವನೆಯ ವಿರುದ್ಧ ನಮ್ಮ ಸಂಕಲ್ಪವನ್ನು ಬಲಪಡಿಸಲು ಮತ್ತು ವಿಶ್ವಕ್ಕೆ ಒಂದು ಸಂದೇಶವನ್ನು ಕಳುಹಿಸಲು ವಿದ್ಯಾರ್ಥಿಗಳು ಒಗ್ಗೂಡಿ ಹೋರಾಟ ನಡೆಸಬೇಕು ಎಂದರು. ತುಮಕೂರು ವಿಶ್ವವಿದ್ಯಾಲಯದ ಉಪಕುಲಪತಿ ಪ್ರೊ. ಎಂ.ವೆಂಕಟೇಶ್ವರಲು ಅವರು ಮಾತನಾಡಿ, bbox=[44, 197, 277, 505]
divider bbox=[42, 649, 753, 650]
a8-photo-banner: ಸ್ವಚ್ಛ ಭಾರತ್ ಮಿಷನ್ (ಗ್ರಾ) ಮಾದರಿ ಗ್ರಾಮ ಪಂಚಾಯಿತಿ ತರಬೇತಿ bbox=[241, 1566, 472, 1624]
a2-headline-2: ಕಾರ್ಮಿಕರ ಸೌಲಭ್ಯಗಳು ವಂಚನೆಯಾಗಬಾರದು bbox=[762, 226, 1180, 257]
a7-headline-1: ವಿದ್ಯಾರ್ಥಿಗಳು ಕನ್ನಡ ಸಾಹಿತ್ಯ bbox=[1047, 1243, 1361, 1281]
a9-headline-2: ಶಾಸಕರ ನಡೆಗೆ ಜೆಡಿಯು ಖಂಡನೆ bbox=[631, 1556, 882, 1582]
a4-body: ತುಮಕೂರು : ತುಮಕೂರು ಗ್ರಾಮಾಂತರ ಪೊಲೀಸ್ ಠಾಣೆ ವ್ಯಾಪ್ತಿಯ ಕಟ್ಟಿಗೆ ಹಳ್ಳಿಯ ಹೊಸಹಳ್ಳಿ ಅರಕೆರೆ ಗ್ರಾಮದ ಸುಮಾರು 43 ವರ್ಷ ವಯಸ್ಸಿನ ಬಂಡೆ ಎಂಬ ವ್ಯಕ್ತಿಯು 2016ರ ಜೂನ್ ಮಾಹೆಯಿಂದ ಕಾಣೆಯಾಗಿರುವ ಬಗ್ಗೆ ಠಾಣೆಯಲ್ಲಿ ದೂರು ದಾಖಲಾಗಿರುತ್ತದೆ. ಕಾಣೆಯಾದ ವ್ಯಕ್ತಿಯು 5.5 ಅಡಿ ಎತ್ತರ, ಎಣ್ಣೆಗೆಂಪು ಮೈ ಬಣ್ಣ, ಸಾಧಾರಣ ಮೈಕಟ್ಟು ಹೊಂದಿದ್ದು, ಕಾಣೆಯಾದ ವ್ಯಕ್ತಿಯ ಸುಳಿವು ಸಿಕ್ಕವರು ಹತ್ತಿರದ ಪೊಲೀಸ್ ಠಾಣೆಯನ್ನು ಸಂಪರ್ಕಿಸಬೇಕೆಂದು ಪೊಲೀಸ್ ಸಬ್ ಇನ್ಸ್‌ಪೆಕ್ಟರ್ ಪ್ರಕಟಣೆಯಲ್ಲಿ ತಿಳಿಸಿದ್ದಾರೆ. bbox=[762, 1103, 929, 1373]
name-part-a: ತುಮಕೂರು bbox=[42, 84, 127, 111]
a7-photo bbox=[946, 1416, 1465, 1688]
a5-headline-box bbox=[45, 1289, 203, 1437]
a1-photo-banner: ತುಮಕೂರು ಜಿಲ್ಲಾ ಪೊಲೀಸ್ ಮಾದಕ ವಸ್ತು ವಿರೋಧಿ ದಿನಾಚರಣೆ bbox=[386, 316, 566, 363]
a4-headline-2: ನಾಪತ್ತೆ bbox=[812, 1042, 879, 1076]
page-number: Page: 2 bbox=[1321, 89, 1382, 111]
masthead-rule bbox=[42, 122, 1465, 124]
a7-photo-banner: ಶ್ರೀ ಸಿದ್ಧಾರ್ಥ ಪ್ರಥಮ ದರ್ಜೆ ಕಾಲೇಜು — ಉಪನ್ಯಾಸ ಮಾಲೆ–17 bbox=[1102, 1433, 1330, 1493]
a3-headline-2: ಬೆಳೆಸುತ್ತದೆ : ಸಹಕಾರ ಸಚಿವ ಕೆ.ಎನ್.ರಾಜಣ್ಣ bbox=[44, 723, 557, 761]
a1-headline: ಅಂತಾರಾಷ್ಟ್ರೀಯ ಮಾದಕ ವ್ಯಸನ ವಿರೋಧಿ ದಿನ : ವಿದ್ಯಾರ್ಥಿಗಳಿಗೆ ಜಾಗೃತಿ bbox=[44, 134, 633, 162]
gps-watermark: GPS Map Camera bbox=[532, 1822, 620, 1835]
a3-headline-1: ದೇವಸ್ಥಾನಗಳು ಜನರಲ್ಲಿ ಭಕ್ತಿ ಮತ್ತು ಭಾವಗಳನ್ನು bbox=[44, 657, 576, 695]
divider bbox=[943, 1235, 1465, 1236]
